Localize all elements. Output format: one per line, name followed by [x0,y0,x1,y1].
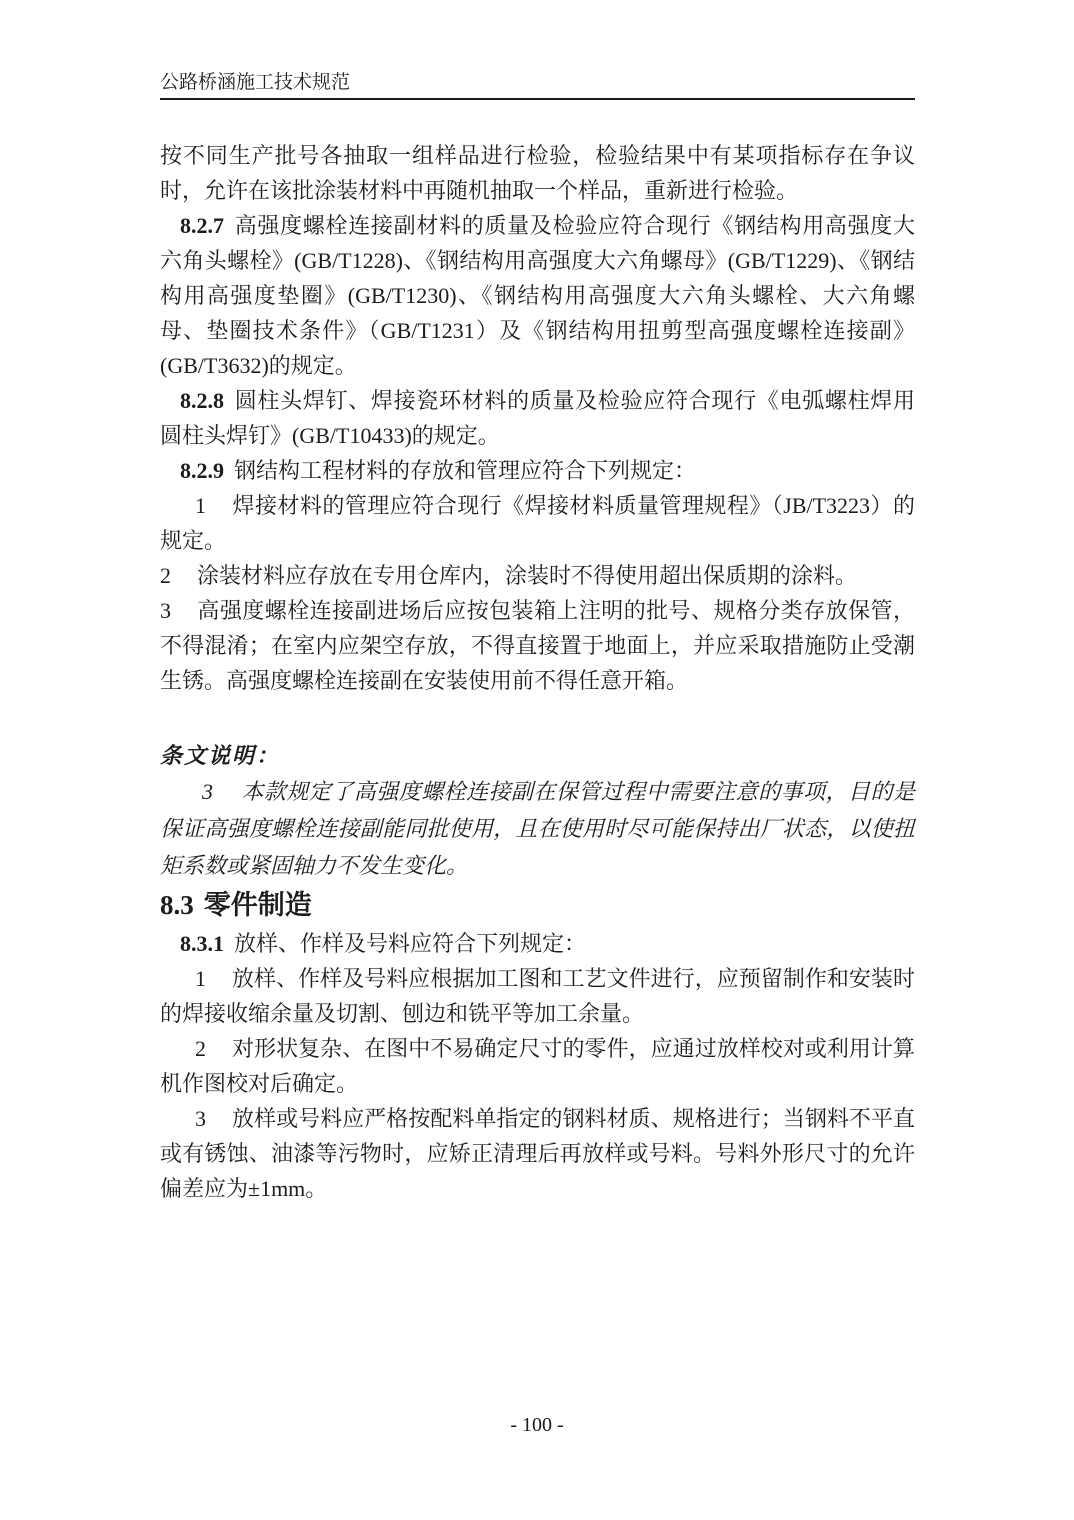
clause-8-2-8 [160,383,915,453]
list-item [160,558,915,593]
clause-8-2-9 [160,453,915,488]
section-heading-8-3 [160,884,915,926]
section-title: 零件制造 [203,890,312,920]
clause-text: 放样、作样及号料应符合下列规定： [234,931,587,956]
item-text: 涂装材料应存放在专用仓库内，涂装时不得使用超出保质期的涂料。 [197,563,858,588]
clause-text: 高强度螺栓连接副材料的质量及检验应符合现行《钢结构用高强度大六角头螺栓》(GB/T1228)、《钢结构用高强度大六角螺母》(GB/T1229)、《钢结构用高强度垫圈》(GB/T1230)、《钢结构用高强度大六角头螺栓、大六角螺母、垫圈技术条件》（GB/T1231）及《钢结构用扭剪型高强度螺栓连接副》(GB/T3632)的规定。 [160,213,915,378]
item-text: 对形状复杂、在图中不易确定尺寸的零件，应通过放样校对或利用计算机作图校对后确定。 [160,1036,915,1096]
page-footer [0,1410,1074,1440]
running-header [160,72,915,100]
clause-number: 8.2.8 [180,388,224,413]
commentary-paragraph [160,773,915,884]
item-text: 放样、作样及号料应根据加工图和工艺文件进行，应预留制作和安装时的焊接收缩余量及切割、刨边和铣平等加工余量。 [160,966,915,1026]
list-item [160,961,915,1031]
item-text: 焊接材料的管理应符合现行《焊接材料质量管理规程》（JB/T3223）的规定。 [160,493,915,553]
intro-paragraph: 按不同生产批号各抽取一组样品进行检验，检验结果中有某项指标存在争议时，允许在该批涂装材料中再随机抽取一个样品，重新进行检验。 [160,143,915,203]
item-number: 1 [195,493,206,518]
item-text: 高强度螺栓连接副进场后应按包装箱上注明的批号、规格分类存放保管，不得混淆；在室内应架空存放，不得直接置于地面上，并应采取措施防止受潮生锈。高强度螺栓连接副在安装使用前不得任意开箱。 [160,598,915,693]
clause-text: 钢结构工程材料的存放和管理应符合下列规定： [234,458,697,483]
clause-text: 圆柱头焊钉、焊接瓷环材料的质量及检验应符合现行《电弧螺柱焊用圆柱头焊钉》(GB/T10433)的规定。 [160,388,915,448]
clause-8-2-7 [160,208,915,383]
commentary-label: 条文说明： [160,743,281,768]
list-item [160,1101,915,1206]
list-item [160,1031,915,1101]
section-number: 8.3 [160,890,194,920]
item-text: 放样或号料应严格按配料单指定的钢料材质、规格进行；当钢料不平直或有锈蚀、油漆等污物时，应矫正清理后再放样或号料。号料外形尺寸的允许偏差应为±1mm。 [160,1106,915,1201]
item-number: 3 [160,598,171,623]
item-number: 3 [195,1106,206,1131]
page-number: - 100 - [510,1414,564,1436]
clause-number: 8.3.1 [180,931,224,956]
clause-number: 8.2.9 [180,458,224,483]
clause-number: 8.2.7 [180,213,224,238]
commentary-block [160,738,915,884]
header-title: 公路桥涵施工技术规范 [160,72,351,93]
document-body [160,138,915,1206]
item-number: 3 [202,779,213,804]
clause-8-3-1 [160,926,915,961]
item-number: 2 [160,563,171,588]
list-item [160,488,915,558]
item-number: 1 [195,966,206,991]
list-item [160,593,915,698]
commentary-text: 本款规定了高强度螺栓连接副在保管过程中需要注意的事项，目的是保证高强度螺栓连接副能同批使用，且在使用时尽可能保持出厂状态，以使扭矩系数或紧固轴力不发生变化。 [160,779,915,878]
item-number: 2 [195,1036,206,1061]
